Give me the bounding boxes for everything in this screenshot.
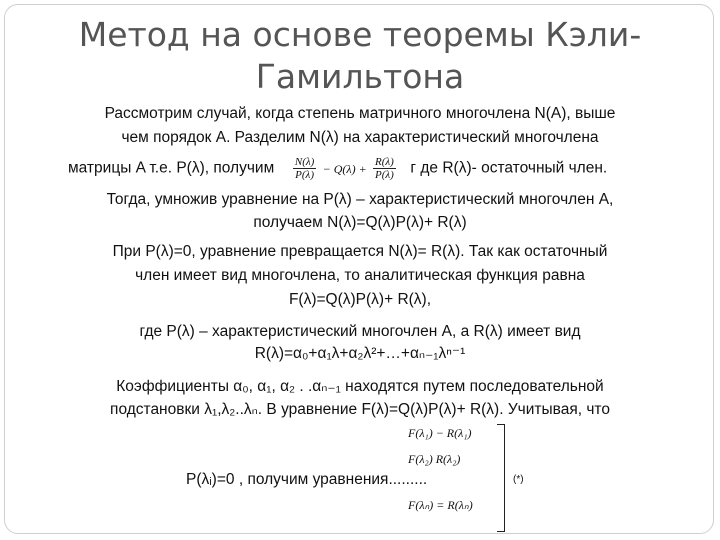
text-fragment: г де R(λ)- остаточный член. (410, 159, 608, 177)
formula-operator: − Q(λ) + (322, 161, 367, 176)
text-line: Коэффициенты α₀, α₁, α₂ . .αₙ₋₁ находятся путем последовательной (116, 378, 604, 395)
text-line: R(λ)=α₀+α₁λ+α₂λ²+…+αₙ₋₁λⁿ⁻¹ (254, 345, 466, 362)
text-line: При P(λ)=0, уравнение превращается N(λ)= R(λ). Так как остаточный (112, 243, 608, 260)
fraction-numerator: R(λ) (374, 156, 394, 168)
equation-label: (*) (513, 474, 524, 485)
equation-row-n: F(λₙ) = R(λₙ) (408, 498, 473, 512)
text-line: чем порядок A. Разделим N(λ) на характеристический многочлена (121, 129, 599, 146)
text-line: Рассмотрим случай, когда степень матричного многочлена N(A), выше (104, 105, 616, 122)
title-line-2: Гамильтона (255, 57, 465, 96)
fraction-n-over-p (293, 156, 316, 181)
text-line: P(λᵢ)=0 , получим уравнения......... (186, 471, 428, 488)
text-line: F(λ)=Q(λ)P(λ)+ R(λ), (288, 291, 432, 308)
system-brace (497, 424, 505, 532)
text-fragment: матрицы A т.е. P(λ), получим (68, 159, 275, 177)
text-line: Тогда, умножив уравнение на P(λ) – характеристический многочлен A, (106, 191, 614, 208)
fraction-denominator: P(λ) (295, 169, 314, 181)
text-line: получаем N(λ)=Q(λ)P(λ)+ R(λ) (253, 214, 467, 231)
text-line-with-formula (68, 156, 668, 181)
fraction-r-over-p (373, 156, 396, 181)
text-line: член имеет вид многочлена, то аналитическая функция равна (135, 267, 585, 284)
equation-row-1: F(λ₁) − R(λ₁) (408, 426, 472, 440)
text-line: подстановки λ₁,λ₂..λₙ. В уравнение F(λ)=Q(λ)P(λ)+ R(λ). Учитывая, что (110, 401, 610, 418)
title-line-1: Метод на основе теоремы Кэли- (78, 15, 642, 54)
equation-row-2: F(λ₂) R(λ₂) (408, 452, 461, 466)
slide-title (60, 14, 660, 98)
text-line: где P(λ) – характеристический многочлен A, а R(λ) имеет вид (139, 323, 581, 340)
fraction-denominator: P(λ) (374, 169, 394, 181)
fraction-numerator: N(λ) (294, 156, 315, 168)
